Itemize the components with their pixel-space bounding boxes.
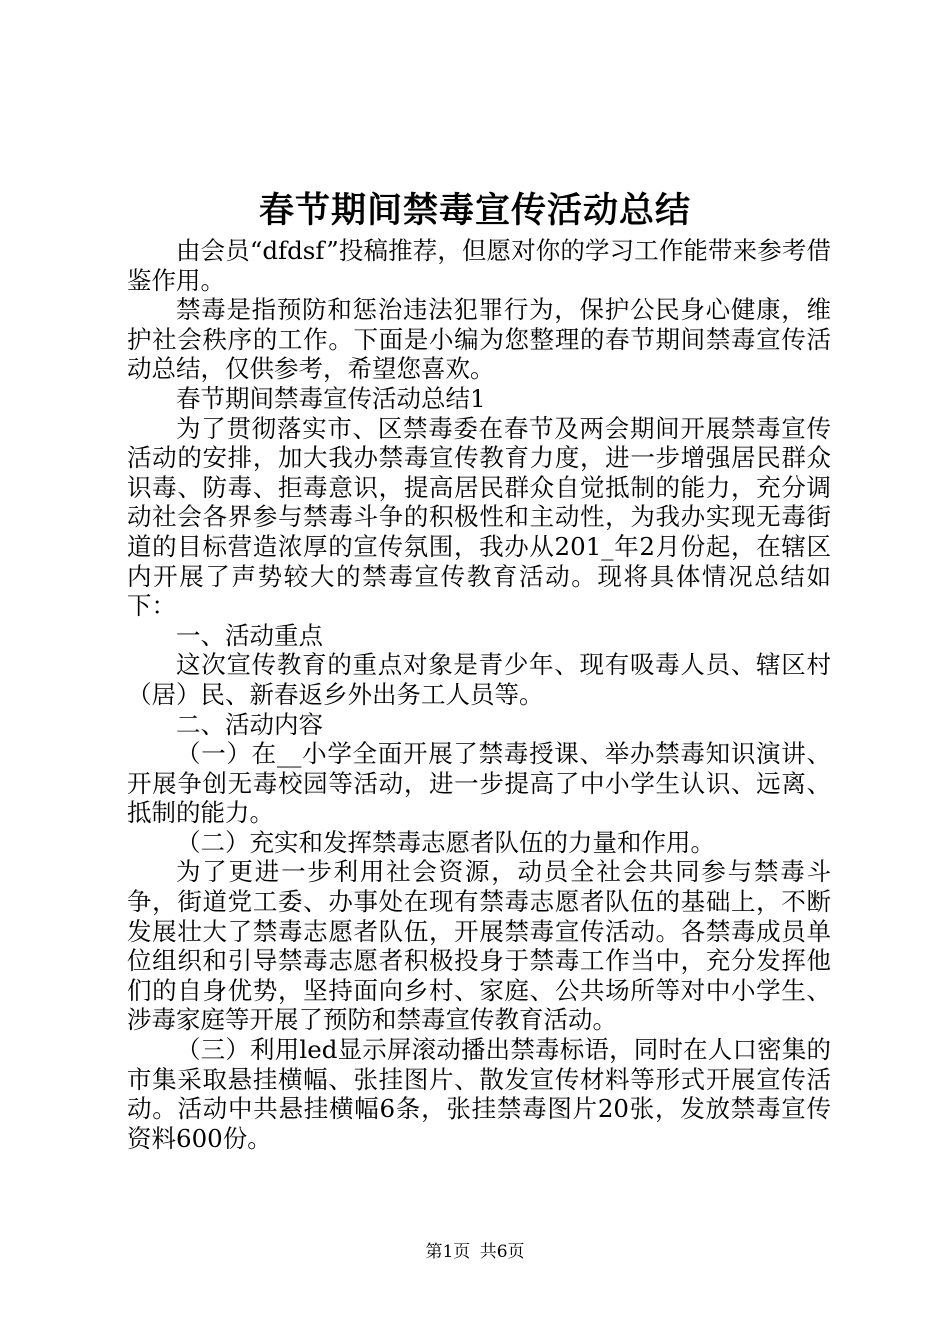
section-heading-focus: 一、活动重点 [176, 620, 323, 650]
page-number-total: 共6页 [479, 1242, 525, 1262]
section-heading-content: 二、活动内容 [176, 709, 323, 739]
paragraph-item-2: （二）充实和发挥禁毒志愿者队伍的力量和作用。 [176, 827, 715, 857]
paragraph-definition: 禁毒是指预防和惩治违法犯罪行为，保护公民身心健康，维护社会秩序的工作。下面是小编为您整理的春节期间禁毒宣传活动总结，仅供参考，希望您喜欢。 [127, 295, 831, 384]
section-heading-summary-1: 春节期间禁毒宣传活动总结1 [176, 383, 486, 413]
paragraph-item-1: （一）在__小学全面开展了禁毒授课、举办禁毒知识演讲、开展争创无毒校园等活动，进一步提高了中小学生认识、远离、抵制的能力。 [127, 739, 831, 828]
paragraph-item-3: （三）利用led显示屏滚动播出禁毒标语，同时在人口密集的市集采取悬挂横幅、张挂图片、散发宣传材料等形式开展宣传活动。活动中共悬挂横幅6条，张挂禁毒图片20张，发放禁毒宣传资料600份。 [127, 1035, 831, 1153]
paragraph-volunteers: 为了更进一步利用社会资源，动员全社会共同参与禁毒斗争，街道党工委、办事处在现有禁毒志愿者队伍的基础上，不断发展壮大了禁毒志愿者队伍，开展禁毒宣传活动。各禁毒成员单位组织和引导禁毒志愿者积极投身于禁毒工作当中，充分发挥他们的自身优势，坚持面向乡村、家庭、公共场所等对中小学生、涉毒家庭等开展了预防和禁毒宣传教育活动。 [127, 857, 831, 1035]
paragraph-background: 为了贯彻落实市、区禁毒委在春节及两会期间开展禁毒宣传活动的安排，加大我办禁毒宣传教育力度，进一步增强居民群众识毒、防毒、拒毒意识，提高居民群众自觉抵制的能力，充分调动社会各界参与禁毒斗争的积极性和主动性，为我办实现无毒街道的目标营造浓厚的宣传氛围，我办从201_年2月份起，在辖区内开展了声势较大的禁毒宣传教育活动。现将具体情况总结如下： [127, 413, 831, 621]
paragraph-focus: 这次宣传教育的重点对象是青少年、现有吸毒人员、辖区村（居）民、新春返乡外出务工人员等。 [127, 650, 831, 709]
page-footer [0, 1240, 950, 1264]
document-body [127, 236, 831, 1153]
document-title: 春节期间禁毒宣传活动总结 [258, 190, 691, 231]
paragraph-intro: 由会员“dfdsf”投稿推荐，但愿对你的学习工作能带来参考借鉴作用。 [127, 236, 831, 295]
page-number-current: 第1页 [425, 1242, 471, 1262]
